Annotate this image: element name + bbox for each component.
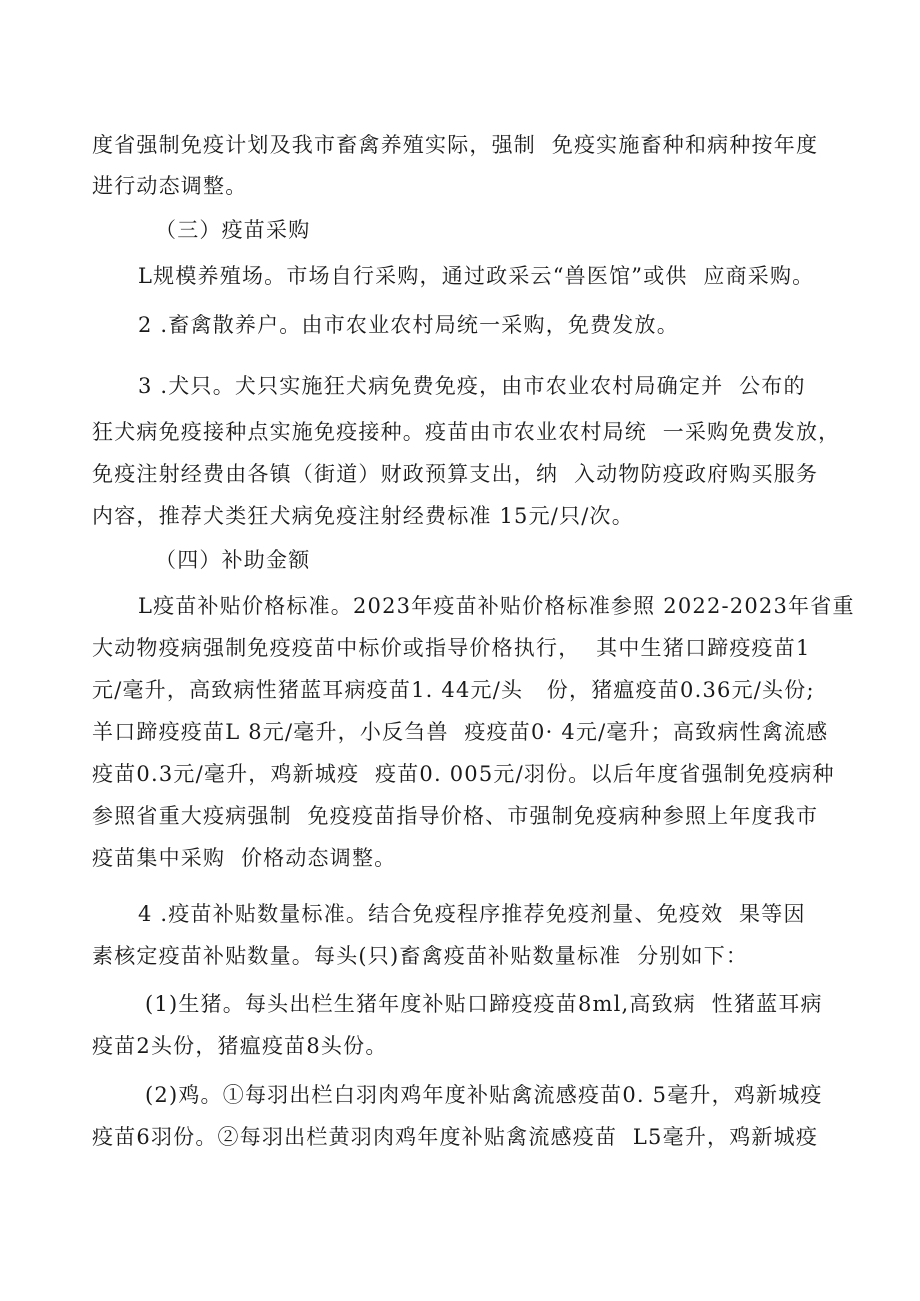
text-line: (2)鸡。①每羽出栏白羽肉鸡年度补贴禽流感疫苗0. 5毫升，鸡新城疫	[145, 1083, 823, 1107]
text-line: 4 .疫苗补贴数量标准。结合免疫程序推荐免疫剂量、免疫效 果等因	[138, 902, 806, 926]
text-line: 疫苗6羽份。②每羽出栏黄羽肉鸡年度补贴禽流感疫苗 L5毫升，鸡新城疫	[92, 1125, 819, 1149]
text-line: 度省强制免疫计划及我市畜禽养殖实际，强制 免疫实施畜种和病种按年度	[92, 133, 819, 157]
text-line: (1)生猪。每头出栏生猪年度补贴口蹄疫疫苗8ml,高致病 性猪蓝耳病	[145, 992, 823, 1016]
text-line: L规模养殖场。市场自行采购，通过政采云“兽医馆”或供 应商采购。	[138, 264, 815, 288]
text-line: 参照省重大疫病强制 免疫疫苗指导价格、市强制免疫病种参照上年度我市	[92, 804, 819, 828]
text-line: 元/毫升，高致病性猪蓝耳病疫苗1. 44元/头 份，猪瘟疫苗0.36元/头份;	[92, 678, 815, 702]
section-heading: （四）补助金额	[155, 548, 311, 572]
text-line: 进行动态调整。	[92, 174, 248, 198]
text-line: 狂犬病免疫接种点实施免疫接种。疫苗由市农业农村局统 一采购免费发放，	[92, 420, 841, 444]
section-heading: （三）疫苗采购	[155, 218, 311, 242]
text-line: 2 .畜禽散养户。由市农业农村局统一采购，免费发放。	[138, 313, 679, 337]
text-line: 内容，推荐犬类狂犬病免疫注射经费标准 15元/只/次。	[92, 504, 634, 528]
text-line: 免疫注射经费由各镇（街道）财政预算支出，纳 入动物防疫政府购买服务	[92, 462, 819, 486]
text-line: 羊口蹄疫疫苗L 8元/毫升，小反刍兽 疫疫苗0· 4元/毫升；高致病性禽流感	[92, 720, 829, 744]
text-line: 3 .犬只。犬只实施狂犬病免费免疫，由市农业农村局确定并 公布的	[138, 374, 806, 398]
text-line: 素核定疫苗补贴数量。每头(只)畜禽疫苗补贴数量标准 分别如下：	[92, 944, 749, 968]
text-line: 大动物疫病强制免疫疫苗中标价或指导价格执行， 其中生猪口蹄疫疫苗1	[92, 636, 811, 660]
text-line: 疫苗0.3元/毫升，鸡新城疫 疫苗0. 005元/羽份。以后年度省强制免疫病种	[92, 762, 835, 786]
text-line: 疫苗2头份，猪瘟疫苗8头份。	[92, 1034, 388, 1058]
text-line: 疫苗集中采购 价格动态调整。	[92, 846, 397, 870]
text-line: L疫苗补贴价格标准。2023年疫苗补贴价格标准参照 2022-2023年省重	[138, 594, 855, 618]
